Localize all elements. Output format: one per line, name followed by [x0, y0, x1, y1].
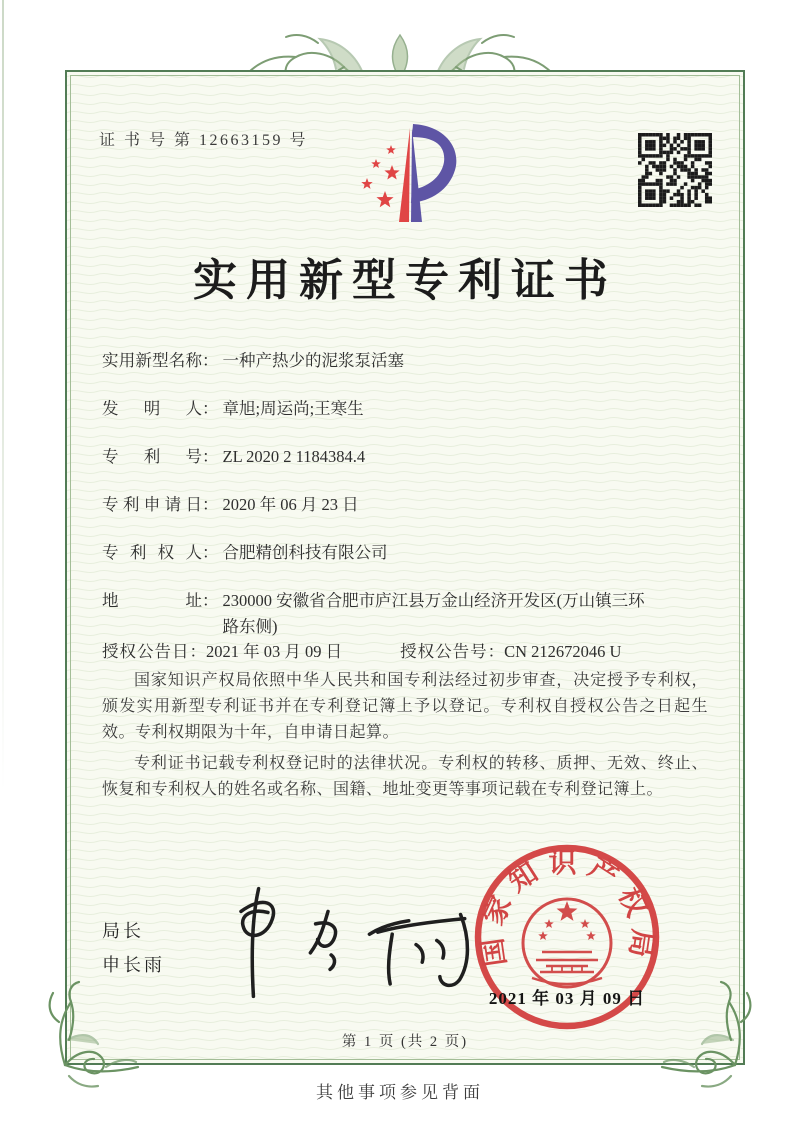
certificate-number: 证 书 号 第 12663159 号: [99, 132, 309, 149]
seal-date: 2021 年 03 月 09 日: [488, 989, 646, 1008]
field-value: 2020 年 06 月 23 日: [222, 495, 359, 514]
colon: ：: [202, 447, 219, 466]
field-label: 专利号: [102, 447, 202, 466]
certificate-frame: [65, 70, 745, 1065]
field-label: 专利权人: [102, 543, 202, 562]
grant-date-label: 授权公告日: [102, 642, 190, 661]
grant-date-group: [102, 639, 342, 665]
grant-number-label: 授权公告号: [400, 642, 488, 661]
signer-title: 局长: [102, 921, 144, 941]
field-value: 合肥精创科技有限公司: [222, 543, 388, 562]
colon: ：: [202, 543, 219, 562]
field-label: 发明人: [102, 399, 202, 418]
field-row-patent-number: [102, 444, 710, 470]
colon: ：: [202, 495, 219, 514]
grant-number-group: [400, 639, 621, 665]
field-value: ZL 2020 2 1184384.4: [222, 447, 366, 466]
colon: ：: [189, 642, 206, 661]
field-label: 专利申请日: [102, 495, 202, 514]
field-row-address: [102, 588, 710, 640]
legal-paragraph-1: 国家知识产权局依照中华人民共和国专利法经过初步审查，决定授予专利权，颁发实用新型专利证书并在专利登记簿上予以登记。专利权自授权公告之日起生效。专利权期限为十年，自申请日起算。: [102, 672, 708, 741]
field-row-filing-date: [102, 492, 710, 518]
cnipa-patent-logo-icon: [343, 112, 467, 232]
legal-paragraph-2: 专利证书记载专利权登记时的法律状况。专利权的转移、质押、无效、终止、恢复和专利权人的姓名或名称、国籍、地址变更等事项记载在专利登记簿上。: [102, 755, 708, 798]
field-label: 地址: [102, 591, 202, 610]
field-row-patentee: [102, 540, 710, 566]
certificate-title: 实用新型专利证书: [193, 256, 617, 305]
colon: ：: [487, 642, 505, 661]
page-indicator: 第 1 页 (共 2 页): [341, 1034, 469, 1050]
handwritten-signature-icon: [212, 880, 502, 1005]
colon: ：: [202, 351, 219, 370]
seal-agency-text: 国家知识产权局: [476, 848, 658, 969]
logo-stars: [361, 145, 399, 207]
field-row-name: [102, 348, 710, 374]
field-value: 230000 安徽省合肥市庐江县万金山经济开发区(万山镇三环路东侧): [222, 591, 645, 636]
back-note: 其他事项参见背面: [316, 1083, 484, 1102]
field-row-grant: [102, 639, 710, 665]
grant-number-value: CN 212672046 U: [504, 642, 622, 661]
field-value: 一种产热少的泥浆泵活塞: [222, 351, 404, 370]
field-label: 实用新型名称: [102, 351, 202, 370]
qr-code-icon: [638, 133, 712, 207]
colon: ：: [202, 399, 219, 418]
signer-name: 申长雨: [102, 955, 165, 975]
field-value: 章旭;周运尚;王寒生: [222, 399, 364, 418]
scan-edge-line: [2, 0, 4, 792]
field-row-inventors: [102, 396, 710, 422]
legal-text: [102, 668, 708, 808]
colon: ：: [202, 591, 219, 610]
grant-date-value: 2021 年 03 月 09 日: [206, 642, 343, 661]
signature-block: [102, 914, 165, 982]
seal-stars: [538, 901, 596, 940]
